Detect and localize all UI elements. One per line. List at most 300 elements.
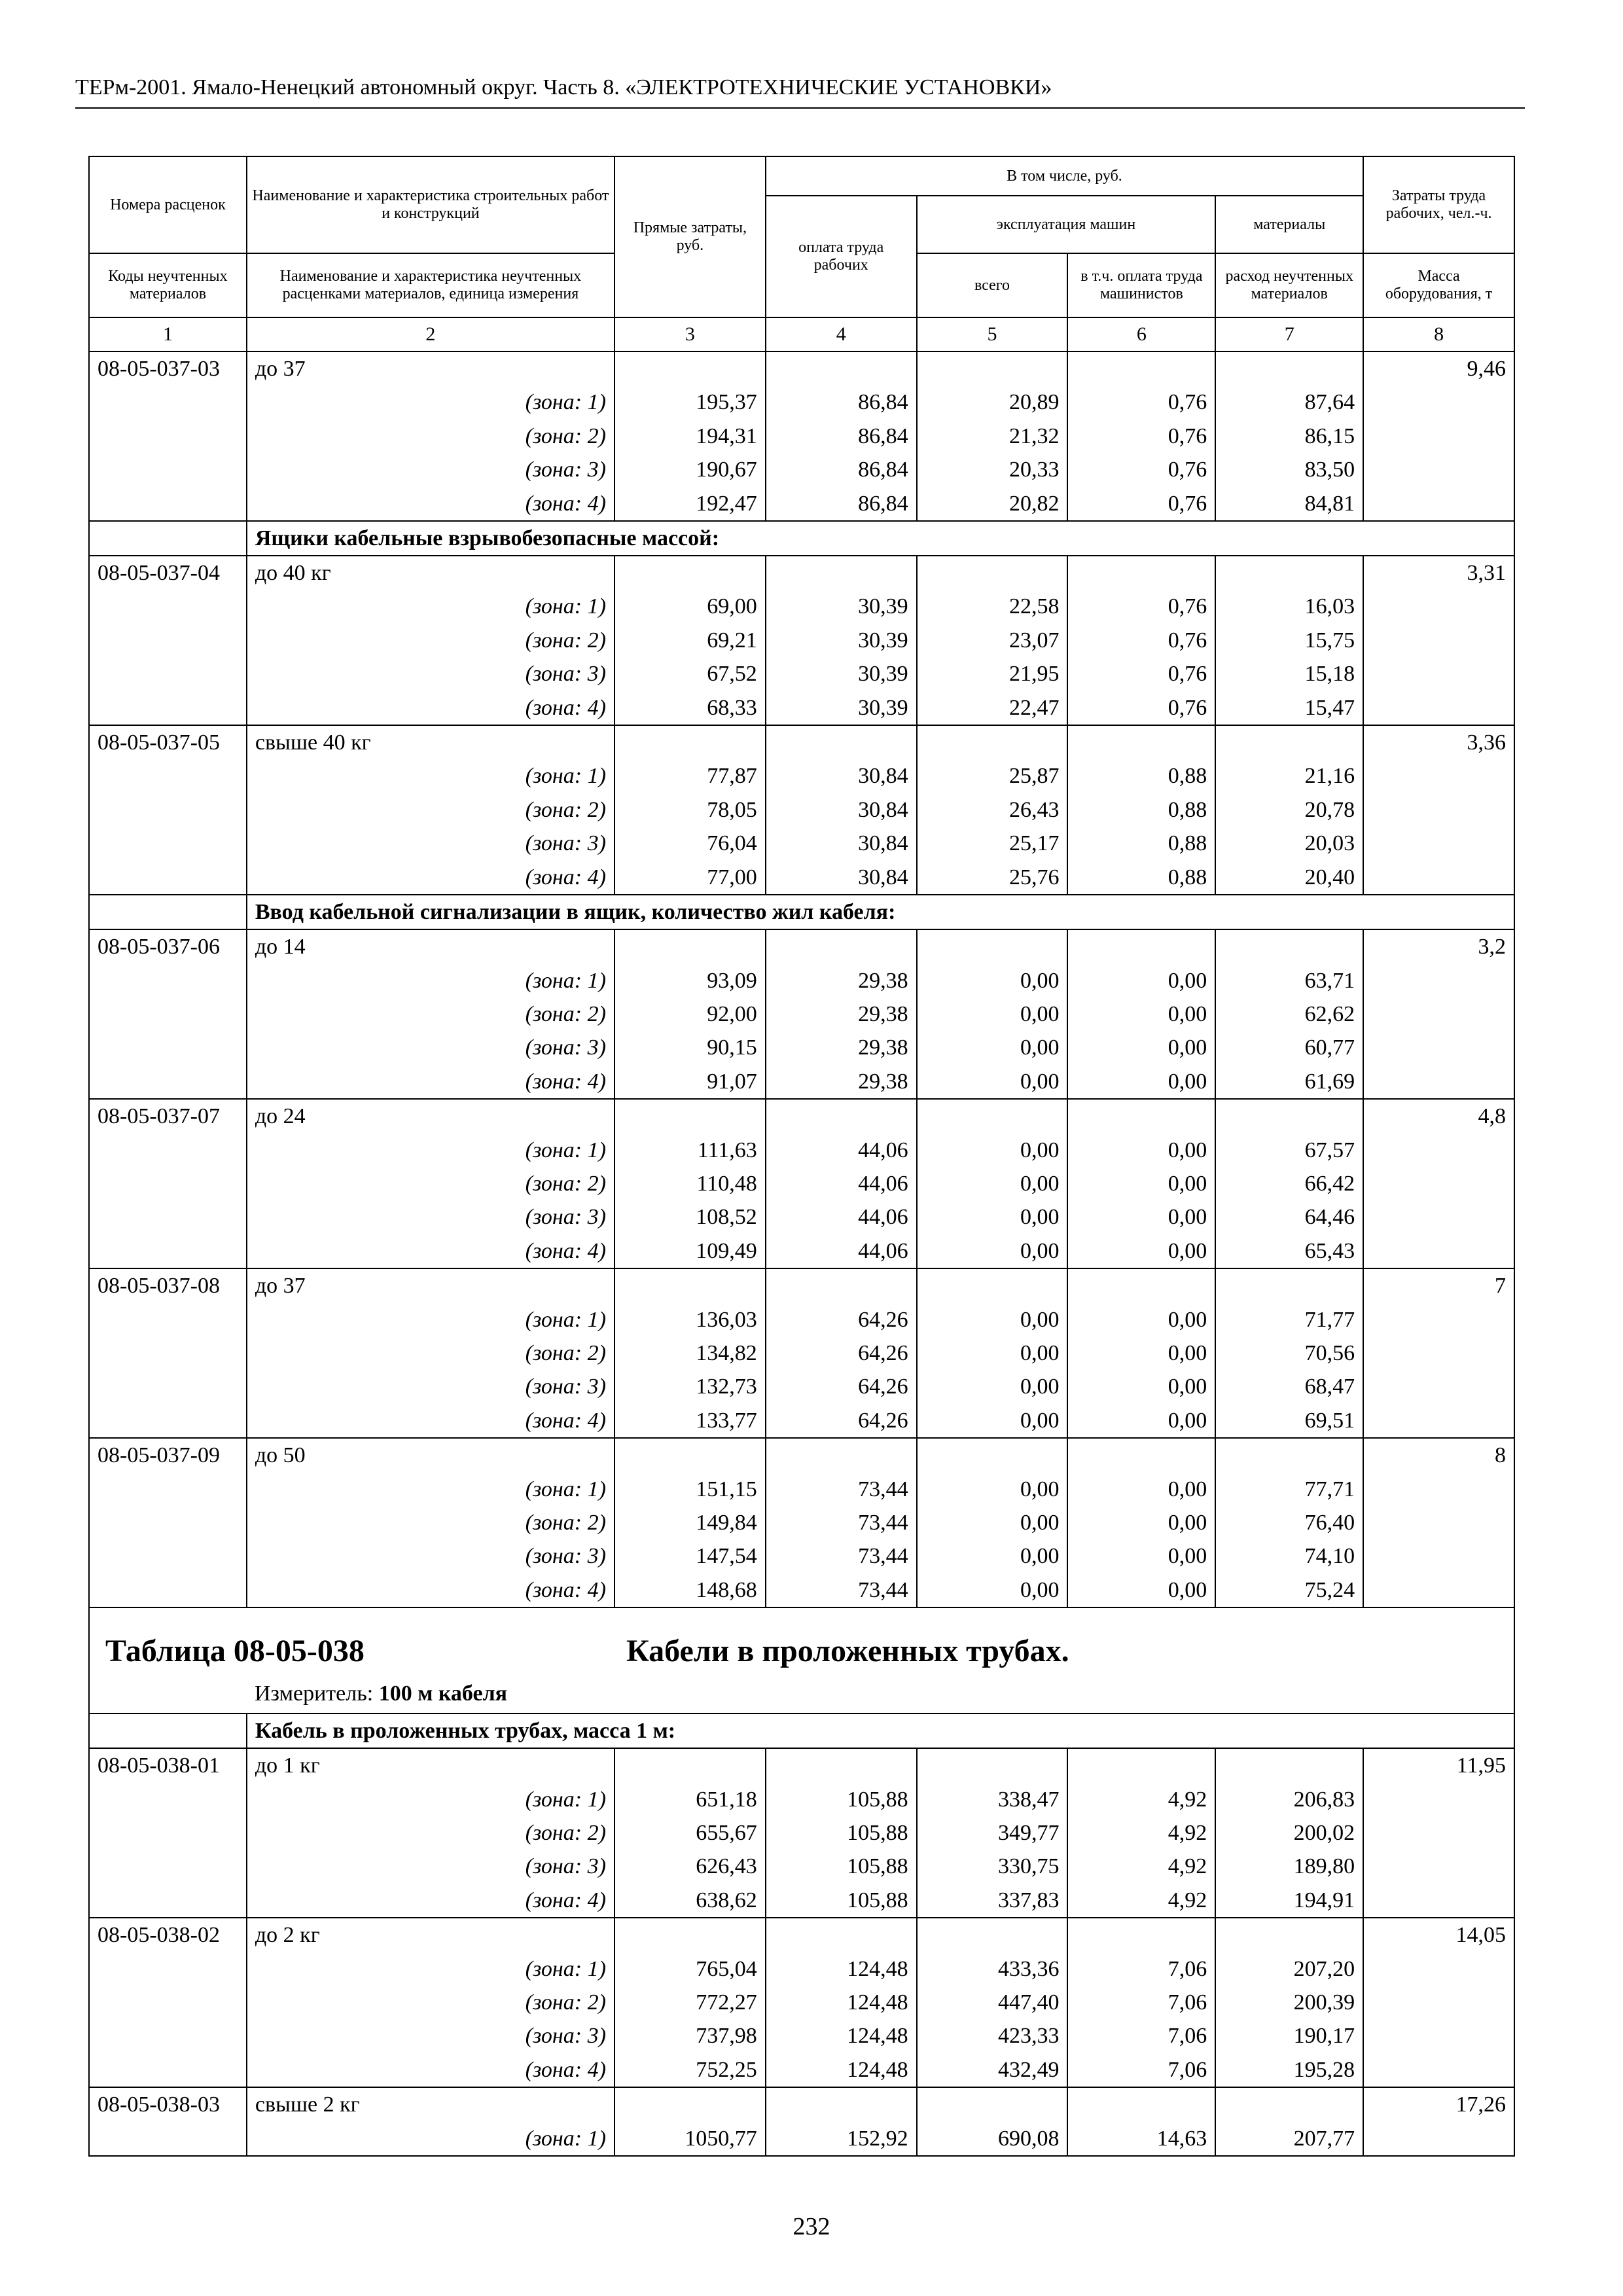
value-col-5: 423,33 xyxy=(917,2019,1068,2053)
empty-cell xyxy=(89,453,247,486)
value-col-7: 195,28 xyxy=(1215,2053,1363,2087)
value-col-3: 110,48 xyxy=(615,1167,766,1200)
empty-cell xyxy=(917,1438,1068,1472)
empty-cell xyxy=(917,1099,1068,1133)
value-col-7: 83,50 xyxy=(1215,453,1363,486)
zone-label: (зона: 1) xyxy=(247,386,615,419)
value-col-6: 0,76 xyxy=(1067,691,1215,725)
zone-label: (зона: 4) xyxy=(247,691,615,725)
zone-label: (зона: 2) xyxy=(247,1986,615,2019)
value-col-5: 349,77 xyxy=(917,1816,1068,1850)
materials-header: материалы xyxy=(1215,196,1363,253)
rate-code: 08-05-037-04 xyxy=(89,556,247,590)
rate-code: 08-05-038-02 xyxy=(89,1918,247,1952)
value-col-5: 25,17 xyxy=(917,827,1068,860)
zone-row xyxy=(89,1952,1514,1986)
zone-row xyxy=(89,997,1514,1031)
value-col-7: 61,69 xyxy=(1215,1065,1363,1099)
empty-cell xyxy=(1363,827,1514,860)
zone-row xyxy=(89,2053,1514,2087)
value-col-7: 63,71 xyxy=(1215,964,1363,997)
value-col-7: 68,47 xyxy=(1215,1370,1363,1403)
zone-label: (зона: 1) xyxy=(247,759,615,793)
empty-cell xyxy=(1363,2019,1514,2053)
empty-cell xyxy=(917,1918,1068,1952)
zone-label: (зона: 1) xyxy=(247,964,615,997)
value-col-6: 0,76 xyxy=(1067,453,1215,486)
rate-name: до 40 кг xyxy=(247,556,615,590)
col7-header: расход неучтенных материалов xyxy=(1215,253,1363,317)
value-col-4: 30,39 xyxy=(766,590,917,623)
empty-cell xyxy=(615,1918,766,1952)
value-col-3: 765,04 xyxy=(615,1952,766,1986)
value-col-3: 90,15 xyxy=(615,1031,766,1064)
zone-label: (зона: 1) xyxy=(247,1473,615,1506)
col-number: 2 xyxy=(247,317,615,351)
value-col-5: 22,47 xyxy=(917,691,1068,725)
section-title: Кабель в проложенных трубах, масса 1 м: xyxy=(247,1713,1514,1748)
empty-cell xyxy=(1363,1167,1514,1200)
value-col-7: 64,46 xyxy=(1215,1200,1363,1234)
empty-cell xyxy=(89,2053,247,2087)
zone-row xyxy=(89,1573,1514,1607)
value-col-5: 25,87 xyxy=(917,759,1068,793)
rates-table xyxy=(88,156,1515,2157)
value-col-3: 192,47 xyxy=(615,487,766,521)
empty-cell xyxy=(89,1134,247,1167)
value-col-6: 7,06 xyxy=(1067,2053,1215,2087)
value-col-6: 4,92 xyxy=(1067,1884,1215,1918)
rate-name: до 37 xyxy=(247,1268,615,1302)
col1-header-top: Номера расценок xyxy=(89,156,247,253)
labor-cost: 4,8 xyxy=(1363,1099,1514,1133)
value-col-7: 76,40 xyxy=(1215,1506,1363,1539)
empty-cell xyxy=(1363,1336,1514,1370)
zone-label: (зона: 3) xyxy=(247,657,615,691)
value-col-4: 29,38 xyxy=(766,1065,917,1099)
value-col-5: 0,00 xyxy=(917,1303,1068,1336)
value-col-3: 111,63 xyxy=(615,1134,766,1167)
zone-row xyxy=(89,1404,1514,1438)
zone-label: (зона: 1) xyxy=(247,1303,615,1336)
empty-cell xyxy=(1067,1438,1215,1472)
empty-cell xyxy=(766,1268,917,1302)
empty-cell xyxy=(1215,1438,1363,1472)
value-col-5: 0,00 xyxy=(917,1473,1068,1506)
value-col-3: 638,62 xyxy=(615,1884,766,1918)
value-col-7: 20,40 xyxy=(1215,861,1363,895)
empty-cell xyxy=(1363,2053,1514,2087)
empty-cell xyxy=(1363,1200,1514,1234)
empty-cell xyxy=(1067,1918,1215,1952)
labor-cost: 17,26 xyxy=(1363,2087,1514,2121)
empty-cell xyxy=(1363,997,1514,1031)
empty-cell xyxy=(917,1748,1068,1782)
value-col-4: 30,84 xyxy=(766,861,917,895)
empty-cell xyxy=(89,1303,247,1336)
rate-name: свыше 40 кг xyxy=(247,725,615,759)
table-code: Таблица 08-05-038 xyxy=(105,1634,365,1669)
col8-header-bottom: Масса оборудования, т xyxy=(1363,253,1514,317)
empty-cell xyxy=(615,929,766,963)
rate-row xyxy=(89,1918,1514,1952)
value-col-6: 7,06 xyxy=(1067,2019,1215,2053)
empty-cell xyxy=(89,590,247,623)
section-title: Ящики кабельные взрывобезопасные массой: xyxy=(247,521,1514,556)
value-col-6: 4,92 xyxy=(1067,1816,1215,1850)
value-col-3: 108,52 xyxy=(615,1200,766,1234)
empty-cell xyxy=(89,827,247,860)
zone-row xyxy=(89,827,1514,860)
value-col-6: 7,06 xyxy=(1067,1952,1215,1986)
zone-label: (зона: 2) xyxy=(247,1816,615,1850)
empty-cell xyxy=(1363,657,1514,691)
empty-cell xyxy=(89,1539,247,1573)
empty-cell xyxy=(917,929,1068,963)
value-col-5: 447,40 xyxy=(917,1986,1068,2019)
value-col-6: 7,06 xyxy=(1067,1986,1215,2019)
labor-cost: 3,2 xyxy=(1363,929,1514,963)
zone-row xyxy=(89,1539,1514,1573)
value-col-4: 124,48 xyxy=(766,1952,917,1986)
value-col-7: 194,91 xyxy=(1215,1884,1363,1918)
zone-label: (зона: 4) xyxy=(247,1234,615,1268)
value-col-4: 105,88 xyxy=(766,1884,917,1918)
value-col-5: 25,76 xyxy=(917,861,1068,895)
zone-label: (зона: 1) xyxy=(247,1783,615,1816)
value-col-6: 0,00 xyxy=(1067,1506,1215,1539)
rate-row xyxy=(89,556,1514,590)
empty-cell xyxy=(766,1918,917,1952)
empty-cell xyxy=(1363,1952,1514,1986)
empty-cell xyxy=(917,556,1068,590)
zone-row xyxy=(89,1336,1514,1370)
zone-label: (зона: 2) xyxy=(247,997,615,1031)
value-col-7: 207,20 xyxy=(1215,1952,1363,1986)
empty-cell xyxy=(89,1234,247,1268)
value-col-7: 66,42 xyxy=(1215,1167,1363,1200)
value-col-3: 194,31 xyxy=(615,420,766,453)
empty-cell xyxy=(615,1268,766,1302)
zone-label: (зона: 2) xyxy=(247,793,615,827)
value-col-3: 93,09 xyxy=(615,964,766,997)
value-col-7: 86,15 xyxy=(1215,420,1363,453)
value-col-4: 64,26 xyxy=(766,1370,917,1403)
empty-cell xyxy=(89,1404,247,1438)
value-col-6: 0,00 xyxy=(1067,1134,1215,1167)
empty-cell xyxy=(615,1438,766,1472)
zone-label: (зона: 3) xyxy=(247,453,615,486)
value-col-6: 14,63 xyxy=(1067,2122,1215,2156)
rate-code: 08-05-037-03 xyxy=(89,351,247,386)
value-col-5: 432,49 xyxy=(917,2053,1068,2087)
empty-cell xyxy=(89,1952,247,1986)
measure-label: Измеритель: xyxy=(255,1681,374,1706)
value-col-3: 655,67 xyxy=(615,1816,766,1850)
value-col-5: 0,00 xyxy=(917,1404,1068,1438)
empty-cell xyxy=(1363,759,1514,793)
empty-cell xyxy=(89,1573,247,1607)
value-col-3: 69,00 xyxy=(615,590,766,623)
value-col-6: 0,00 xyxy=(1067,1167,1215,1200)
empty-cell xyxy=(1363,793,1514,827)
col8-header-top: Затраты труда рабочих, чел.-ч. xyxy=(1363,156,1514,253)
empty-cell xyxy=(1215,929,1363,963)
value-col-4: 30,39 xyxy=(766,624,917,657)
value-col-4: 86,84 xyxy=(766,453,917,486)
zone-row xyxy=(89,1783,1514,1816)
value-col-7: 207,77 xyxy=(1215,2122,1363,2156)
empty-cell xyxy=(1067,2087,1215,2121)
value-col-5: 20,33 xyxy=(917,453,1068,486)
value-col-5: 0,00 xyxy=(917,1370,1068,1403)
value-col-3: 772,27 xyxy=(615,1986,766,2019)
table-name: Кабели в проложенных трубах. xyxy=(626,1634,1069,1669)
value-col-7: 75,24 xyxy=(1215,1573,1363,1607)
value-col-4: 44,06 xyxy=(766,1134,917,1167)
zone-row xyxy=(89,1065,1514,1099)
zone-row xyxy=(89,1031,1514,1064)
empty-cell xyxy=(1067,1748,1215,1782)
value-col-6: 0,00 xyxy=(1067,1336,1215,1370)
value-col-6: 0,88 xyxy=(1067,793,1215,827)
value-col-4: 105,88 xyxy=(766,1816,917,1850)
empty-cell xyxy=(1363,420,1514,453)
labor-cost: 8 xyxy=(1363,1438,1514,1472)
empty-cell xyxy=(1067,1268,1215,1302)
value-col-5: 0,00 xyxy=(917,1506,1068,1539)
col-number: 4 xyxy=(766,317,917,351)
value-col-4: 86,84 xyxy=(766,420,917,453)
value-col-6: 4,92 xyxy=(1067,1783,1215,1816)
section-spacer xyxy=(89,521,247,556)
zone-row xyxy=(89,420,1514,453)
empty-cell xyxy=(89,1506,247,1539)
value-col-6: 0,00 xyxy=(1067,997,1215,1031)
value-col-4: 73,44 xyxy=(766,1573,917,1607)
value-col-5: 0,00 xyxy=(917,1065,1068,1099)
value-col-6: 0,88 xyxy=(1067,861,1215,895)
value-col-3: 136,03 xyxy=(615,1303,766,1336)
zone-label: (зона: 1) xyxy=(247,2122,615,2156)
zone-row xyxy=(89,793,1514,827)
zone-label: (зона: 3) xyxy=(247,1850,615,1883)
rate-row xyxy=(89,1438,1514,1472)
empty-cell xyxy=(89,657,247,691)
section-row xyxy=(89,895,1514,929)
empty-cell xyxy=(766,351,917,386)
value-col-3: 1050,77 xyxy=(615,2122,766,2156)
zone-label: (зона: 2) xyxy=(247,1506,615,1539)
value-col-3: 134,82 xyxy=(615,1336,766,1370)
value-col-6: 0,76 xyxy=(1067,487,1215,521)
zone-row xyxy=(89,1850,1514,1883)
value-col-4: 86,84 xyxy=(766,487,917,521)
value-col-3: 92,00 xyxy=(615,997,766,1031)
rate-code: 08-05-037-06 xyxy=(89,929,247,963)
empty-cell xyxy=(1363,386,1514,419)
empty-cell xyxy=(1215,1748,1363,1782)
zone-label: (зона: 1) xyxy=(247,1952,615,1986)
zone-row xyxy=(89,453,1514,486)
value-col-4: 124,48 xyxy=(766,2019,917,2053)
empty-cell xyxy=(766,725,917,759)
empty-cell xyxy=(917,351,1068,386)
value-col-5: 337,83 xyxy=(917,1884,1068,1918)
empty-cell xyxy=(766,556,917,590)
value-col-5: 0,00 xyxy=(917,1573,1068,1607)
value-col-4: 29,38 xyxy=(766,1031,917,1064)
empty-cell xyxy=(89,487,247,521)
value-col-7: 69,51 xyxy=(1215,1404,1363,1438)
value-col-4: 124,48 xyxy=(766,1986,917,2019)
empty-cell xyxy=(89,2122,247,2156)
value-col-7: 15,47 xyxy=(1215,691,1363,725)
zone-row xyxy=(89,2019,1514,2053)
empty-cell xyxy=(1363,1816,1514,1850)
section-row xyxy=(89,521,1514,556)
value-col-3: 132,73 xyxy=(615,1370,766,1403)
zone-label: (зона: 2) xyxy=(247,1167,615,1200)
zone-label: (зона: 1) xyxy=(247,590,615,623)
value-col-6: 4,92 xyxy=(1067,1850,1215,1883)
value-col-6: 0,00 xyxy=(1067,1404,1215,1438)
value-col-7: 84,81 xyxy=(1215,487,1363,521)
rate-row xyxy=(89,929,1514,963)
value-col-5: 20,82 xyxy=(917,487,1068,521)
value-col-3: 67,52 xyxy=(615,657,766,691)
labor-cost: 3,36 xyxy=(1363,725,1514,759)
empty-cell xyxy=(1363,1473,1514,1506)
zone-row xyxy=(89,1816,1514,1850)
rate-name: до 50 xyxy=(247,1438,615,1472)
value-col-7: 71,77 xyxy=(1215,1303,1363,1336)
zone-row xyxy=(89,861,1514,895)
empty-cell xyxy=(615,351,766,386)
value-col-7: 189,80 xyxy=(1215,1850,1363,1883)
value-col-5: 338,47 xyxy=(917,1783,1068,1816)
zone-label: (зона: 3) xyxy=(247,1539,615,1573)
empty-cell xyxy=(1363,1573,1514,1607)
empty-cell xyxy=(89,1370,247,1403)
value-col-6: 0,88 xyxy=(1067,759,1215,793)
value-col-3: 626,43 xyxy=(615,1850,766,1883)
incl-header: В том числе, руб. xyxy=(766,156,1363,196)
zone-label: (зона: 2) xyxy=(247,1336,615,1370)
value-col-4: 105,88 xyxy=(766,1783,917,1816)
value-col-6: 0,76 xyxy=(1067,420,1215,453)
value-col-5: 21,95 xyxy=(917,657,1068,691)
empty-cell xyxy=(766,1748,917,1782)
value-col-3: 151,15 xyxy=(615,1473,766,1506)
empty-cell xyxy=(1363,1539,1514,1573)
value-col-5: 22,58 xyxy=(917,590,1068,623)
zone-row xyxy=(89,964,1514,997)
value-col-6: 0,00 xyxy=(1067,1303,1215,1336)
value-col-7: 60,77 xyxy=(1215,1031,1363,1064)
empty-cell xyxy=(1363,861,1514,895)
empty-cell xyxy=(1363,1783,1514,1816)
value-col-5: 0,00 xyxy=(917,997,1068,1031)
running-header: ТЕРм-2001. Ямало-Ненецкий автономный округ. Часть 8. «ЭЛЕКТРОТЕХНИЧЕСКИЕ УСТАНОВКИ» xyxy=(75,73,1525,109)
empty-cell xyxy=(615,2087,766,2121)
value-col-6: 0,76 xyxy=(1067,386,1215,419)
empty-cell xyxy=(1363,964,1514,997)
value-col-3: 651,18 xyxy=(615,1783,766,1816)
empty-cell xyxy=(89,759,247,793)
col4-header: оплата труда рабочих xyxy=(766,196,917,317)
value-col-4: 105,88 xyxy=(766,1850,917,1883)
empty-cell xyxy=(89,386,247,419)
value-col-3: 133,77 xyxy=(615,1404,766,1438)
empty-cell xyxy=(89,964,247,997)
value-col-7: 77,71 xyxy=(1215,1473,1363,1506)
value-col-6: 0,00 xyxy=(1067,964,1215,997)
value-col-5: 0,00 xyxy=(917,1539,1068,1573)
value-col-7: 15,18 xyxy=(1215,657,1363,691)
value-col-4: 64,26 xyxy=(766,1404,917,1438)
value-col-3: 69,21 xyxy=(615,624,766,657)
rate-row xyxy=(89,1268,1514,1302)
zone-label: (зона: 4) xyxy=(247,1884,615,1918)
value-col-4: 73,44 xyxy=(766,1539,917,1573)
value-col-3: 76,04 xyxy=(615,827,766,860)
labor-cost: 3,31 xyxy=(1363,556,1514,590)
empty-cell xyxy=(1067,351,1215,386)
value-col-5: 0,00 xyxy=(917,964,1068,997)
zone-row xyxy=(89,1200,1514,1234)
value-col-5: 0,00 xyxy=(917,1134,1068,1167)
empty-cell xyxy=(89,1850,247,1883)
zone-label: (зона: 2) xyxy=(247,420,615,453)
rate-name: до 14 xyxy=(247,929,615,963)
empty-cell xyxy=(615,556,766,590)
measure-value: 100 м кабеля xyxy=(378,1681,508,1706)
zone-row xyxy=(89,1234,1514,1268)
value-col-4: 44,06 xyxy=(766,1167,917,1200)
section-title: Ввод кабельной сигнализации в ящик, количество жил кабеля: xyxy=(247,895,1514,929)
rate-code: 08-05-037-07 xyxy=(89,1099,247,1133)
empty-cell xyxy=(89,793,247,827)
empty-cell xyxy=(766,2087,917,2121)
empty-cell xyxy=(1215,725,1363,759)
empty-cell xyxy=(89,1200,247,1234)
zone-row xyxy=(89,1986,1514,2019)
rate-code: 08-05-037-05 xyxy=(89,725,247,759)
empty-cell xyxy=(1363,1370,1514,1403)
value-col-7: 21,16 xyxy=(1215,759,1363,793)
empty-cell xyxy=(89,1884,247,1918)
empty-cell xyxy=(1215,351,1363,386)
value-col-4: 30,84 xyxy=(766,759,917,793)
section-spacer xyxy=(89,1713,247,1748)
value-col-4: 30,39 xyxy=(766,657,917,691)
value-col-3: 752,25 xyxy=(615,2053,766,2087)
value-col-3: 148,68 xyxy=(615,1573,766,1607)
empty-cell xyxy=(766,1099,917,1133)
value-col-5: 0,00 xyxy=(917,1336,1068,1370)
zone-row xyxy=(89,1167,1514,1200)
value-col-5: 0,00 xyxy=(917,1031,1068,1064)
empty-cell xyxy=(1215,2087,1363,2121)
col-number: 5 xyxy=(917,317,1068,351)
empty-cell xyxy=(1363,1404,1514,1438)
value-col-3: 68,33 xyxy=(615,691,766,725)
empty-cell xyxy=(1067,556,1215,590)
value-col-4: 44,06 xyxy=(766,1234,917,1268)
zone-row xyxy=(89,386,1514,419)
col1-header-bottom: Коды неучтенных материалов xyxy=(89,253,247,317)
